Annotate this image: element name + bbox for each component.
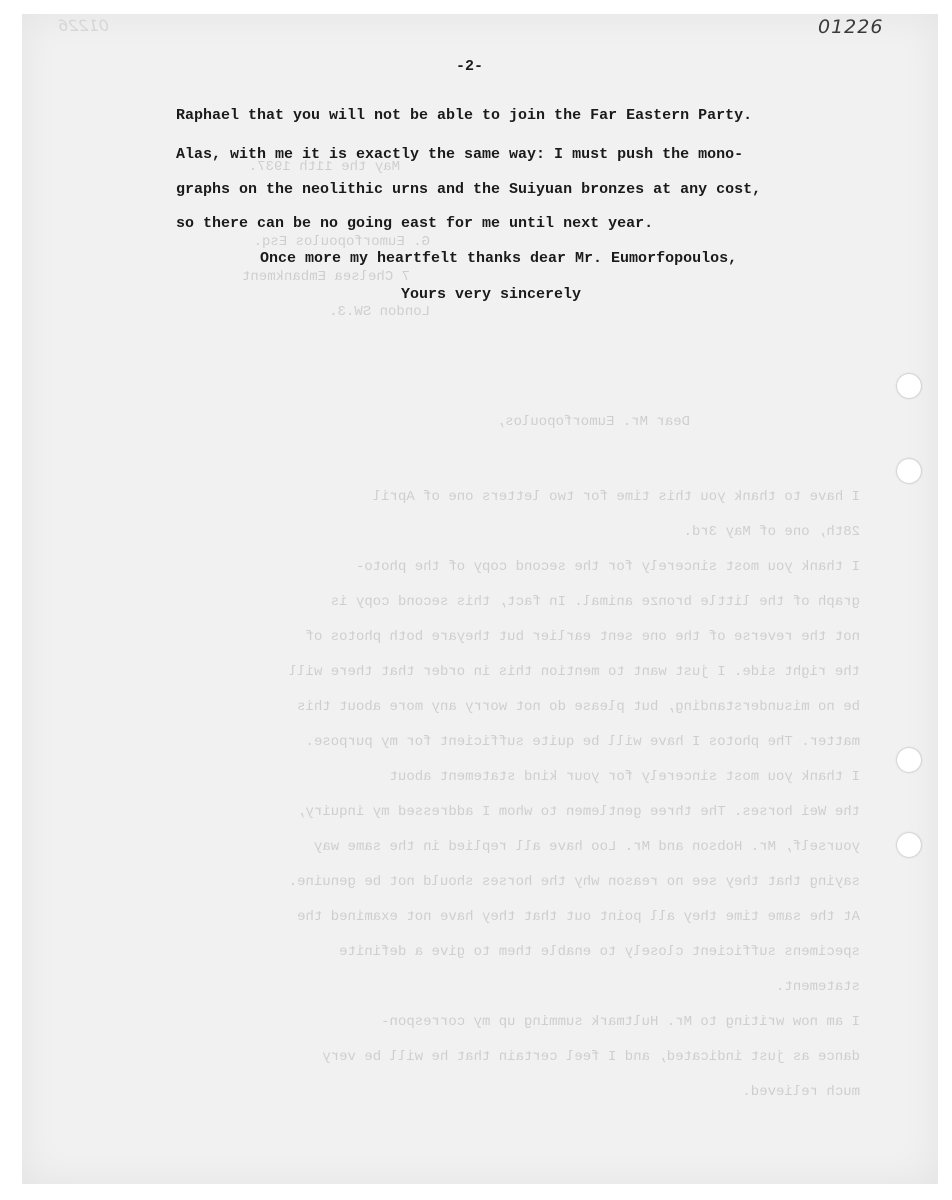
bleed-through-number: 01226	[58, 16, 109, 35]
archive-number: 01226	[818, 16, 884, 38]
punch-hole	[897, 748, 921, 772]
letter-closing-line: Once more my heartfelt thanks dear Mr. Eumorfopoulos,	[260, 250, 738, 267]
punch-hole	[897, 374, 921, 398]
bleed-through-text: May the 11th 1937. G. Eumorfopoulos Esq. 7 Chelsea Embankment London SW.3. Dear Mr. Eumorfopoulos, I have to thank you this time for two letters one of April 28th, one of May 3rd. I thank you most sincerely for the second copy of the photo- graph of the little bronze animal. In fact, this second copy is not the reverse of the one sent earlier but theyare both photos of the right side. I just want to mention this in order that there will be no misunderstanding, but please do not worry any more about this matter. The photos I have will be quite sufficient for my purpose. I thank you most sincerely for your kind statement about the Wei horses. The three gentlemen to whom I addressed my inquiry, yourself, Mr. Hobson and Mr. Loo have all replied in the same way saying that they see no reason why the horses should not be genuine. At the same time they all point out that they have not examined the specimens sufficient closely to enable them to give a definite statement. I am now writing to Mr. Hultmark summing up my correspon- dance as just indicated, and I feel certain that he will be very much relieved.	[241, 159, 860, 1100]
punch-hole	[897, 833, 921, 857]
punch-hole	[897, 459, 921, 483]
letter-line: graphs on the neolithic urns and the Suiyuan bronzes at any cost,	[176, 181, 762, 198]
letter-line: Alas, with me it is exactly the same way: I must push the mono-	[176, 146, 744, 163]
letter-signoff: Yours very sincerely	[401, 286, 582, 303]
page-number: -2-	[456, 58, 484, 75]
letter-line: so there can be no going east for me until next year.	[176, 215, 654, 232]
letter-line: Raphael that you will not be able to join the Far Eastern Party.	[176, 107, 753, 124]
